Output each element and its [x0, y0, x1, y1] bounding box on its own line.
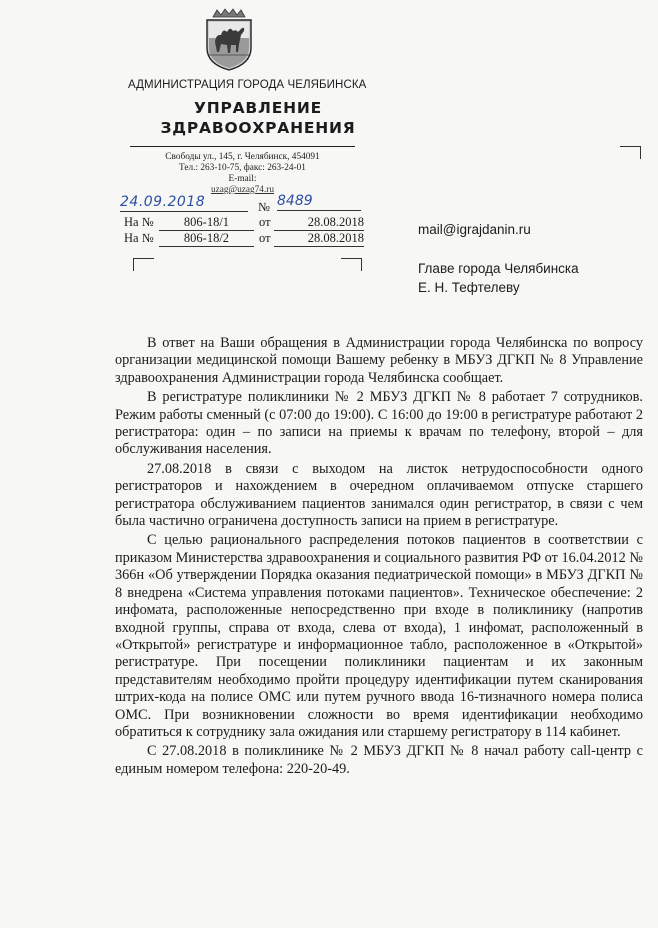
email-link[interactable]: uzag@uzag74.ru [210, 185, 275, 195]
organization-name: АДМИНИСТРАЦИЯ ГОРОДА ЧЕЛЯБИНСКА [128, 79, 367, 91]
address-corner-mark-left [133, 258, 154, 271]
registration-date: 24.09.2018 [120, 194, 248, 212]
registration-number-label: № [258, 200, 270, 214]
body-paragraph: С 27.08.2018 в поликлинике № 2 МБУЗ ДГКП № 8 начал работу call-центр с единым номером телефона: 220-20-49. [115, 743, 643, 777]
letterhead-contacts [130, 152, 355, 196]
reference-date: 28.08.2018 [274, 230, 364, 247]
email-label: E-mail: [228, 174, 257, 184]
body-paragraph: 27.08.2018 в связи с выходом на листок нетрудоспособности одного регистраторов и нахождением в очередном оплачиваемом отпуске старшего регистратора обслуживанием пациентов занимался один регистратор, в связи с чем была частично ограничена доступность записи на прием в регистратуре. [115, 460, 643, 530]
reference-label: На № [124, 231, 154, 245]
recipient-corner-mark [620, 146, 641, 159]
body-paragraph: В ответ на Ваши обращения в Администрации города Челябинска по вопросу организации медицинской помощи Вашему ребенку в МБУЗ ДГКП № 8 Управление здравоохранения Администрации города Челябинска сообщает. [115, 335, 643, 386]
body-paragraph: С целью рационального распределения потоков пациентов в соответствии с приказом Министерства здравоохранения и социального развития РФ от 16.04.2012 № 366н «Об утверждении Порядка оказания педиатрической помощи» в МБУЗ ДГКП № 8 внедрена «Система управления потоками пациентов». Техническое обеспечение: 2 инфомата, расположенные непосредственно при входе в поликлинику (напротив входной группы, справа от входа, слева от входа), 1 инфомат, расположенный в «Открытой» регистратуре и информационное табло, расположенное в «Открытой» регистратуре. При посещении поликлиники пациентам и их законным представителям необходимо пройти процедуру идентификации путем сканирования штрих-кода на полисе ОМС или путем ручного ввода 16-тизначного номера полиса ОМС. При возникновении сложности во время идентификации необходимо обратиться к сотруднику зала ожидания или старшему регистратору в 114 кабинет. [115, 532, 643, 740]
reference-from-label: от [259, 215, 271, 229]
address-corner-mark-right [341, 258, 362, 271]
recipient-title: Главе города Челябинска [418, 261, 579, 276]
letter-body [115, 335, 643, 780]
department-name-line2: ЗДРАВООХРАНЕНИЯ [160, 119, 356, 137]
reference-label: На № [124, 215, 154, 229]
recipient-email: mail@igrajdanin.ru [418, 222, 531, 237]
recipient-name: Е. Н. Тефтелеву [418, 280, 520, 295]
letterhead-divider [130, 146, 355, 147]
phone-fax: Тел.: 263-10-75, факс: 263-24-01 [179, 163, 306, 173]
department-name [148, 98, 368, 138]
reference-number: 806-18/2 [159, 230, 254, 247]
reference-date: 28.08.2018 [274, 214, 364, 231]
registration-number: 8489 [277, 193, 361, 211]
recipient-block [418, 259, 579, 297]
reference-row [124, 230, 369, 246]
postal-address: Свободы ул., 145, г. Челябинск, 454091 [165, 152, 320, 162]
reference-from-label: от [259, 231, 271, 245]
body-paragraph: В регистратуре поликлиники № 2 МБУЗ ДГКП № 8 работает 7 сотрудников. Режим работы сменный (с 07:00 до 19:00). С 16:00 до 19:00 в регистратуре работают 2 регистратора: один – по записи на приемы к врачам по телефону, второй – для обслуживания населения. [115, 389, 643, 458]
department-name-line1: УПРАВЛЕНИЕ [193, 99, 323, 117]
reference-number: 806-18/1 [159, 214, 254, 231]
reference-row [124, 214, 369, 230]
coat-of-arms-icon [203, 8, 255, 72]
